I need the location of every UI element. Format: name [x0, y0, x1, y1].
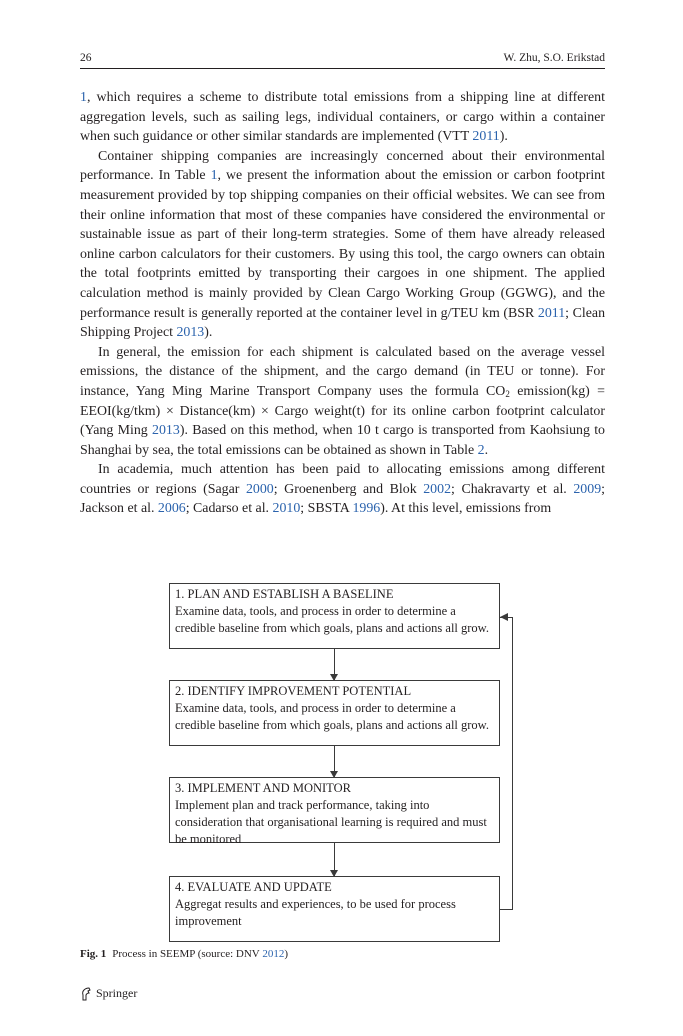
step-description: Examine data, tools, and process in order to determine a credible baseline from which goals, plans and actions all grow. [175, 604, 490, 635]
flow-arrow [334, 843, 335, 876]
table-ref-link[interactable]: 1 [80, 90, 87, 105]
citation-link[interactable]: 2000 [245, 481, 274, 497]
step-box-implement-monitor [169, 777, 500, 846]
flow-arrow [334, 746, 335, 777]
step-title: 3. IMPLEMENT AND MONITOR [175, 781, 351, 795]
citation-link[interactable]: 2013 [152, 423, 180, 439]
body-text [80, 88, 605, 519]
publisher-name: Springer [96, 986, 138, 1000]
citation-link[interactable]: 2006 [157, 501, 186, 517]
citation-link[interactable]: 2011 [472, 129, 500, 145]
paragraph-4: In academia, much attention has been paid to allocating emissions among different countries or regions (Sagar 2000; Groenenberg and Blok 2002; Chakravarty et al. 2009; Jackson et al. 2006; Cadarso et al. 2010; SBSTA 1996). At this level, emissions from [80, 462, 605, 517]
springer-horse-icon [80, 987, 93, 1001]
paragraph-2: Container shipping companies are increasingly concerned about their environmental performance. In Table 1, we present the information about the emission or carbon footprint measurement provided by top shipping companies on their official websites. We can see from their online information that most of these companies have considered the environmental or sustainable issue as part of their long-term strategies. Some of them have already released online carbon calculators for their customers. By using this tool, the cargo owners can obtain the total footprints emitted by transporting their cargoes in one shipment. The applied calculation method is mainly provided by Clean Cargo Working Group (GGWG), and the performance result is generally reported at the container level in g/TEU km (BSR 2011; Clean Shipping Project 2013). [80, 148, 606, 341]
citation-link[interactable]: 2012 [262, 948, 285, 960]
feedback-loop-line [500, 617, 513, 910]
page-number: 26 [80, 52, 92, 64]
feedback-arrowhead [500, 613, 508, 621]
step-box-plan-baseline [169, 583, 500, 649]
table-ref-link[interactable]: 1 [210, 168, 218, 184]
step-description: Examine data, tools, and process in order to determine a credible baseline from which goals, plans and actions all grow. [175, 701, 490, 732]
paragraph-3: In general, the emission for each shipment is calculated based on the average vessel emissions, the distance of the shipment, and the cargo demand (in TEU or tonne). For instance, Yang Ming Marine Transport Company uses the formula $CO_2$ emission(kg) = EEOI(kg/tkm) × Distance(km) × Cargo weight(t) for its online carbon footprint calculator (Yang Ming 2013). Based on this method, when 10 t cargo is transported from Kaohsiung to Shanghai by sea, the total emissions can be obtained as shown in Table 2. [80, 344, 606, 458]
step-description: Implement plan and track performance, taking into consideration that organisational learning is required and must be monitored [175, 798, 487, 846]
citation-link[interactable]: 2002 [423, 481, 452, 497]
citation-link[interactable]: 2009 [573, 481, 602, 497]
paragraph-1: 1, which requires a scheme to distribute total emissions from a shipping line at different aggregation levels, such as sailing legs, individual containers, or cargo within a container when such guidance or other similar standards are implemented (VTT 2011). [80, 90, 605, 145]
caption-label: Fig. 1 [80, 948, 107, 960]
step-title: 4. EVALUATE AND UPDATE [175, 880, 332, 894]
step-box-evaluate-update [169, 876, 500, 942]
running-header [80, 50, 605, 70]
citation-link[interactable]: 2011 [537, 305, 566, 321]
step-title: 2. IDENTIFY IMPROVEMENT POTENTIAL [175, 684, 412, 698]
citation-link[interactable]: 2010 [272, 501, 301, 517]
step-box-identify-potential [169, 680, 500, 746]
figure-caption: Fig. 1 Process in SEEMP (source: DNV 2012) [80, 948, 288, 960]
step-title: 1. PLAN AND ESTABLISH A BASELINE [175, 587, 394, 601]
flow-arrow [334, 649, 335, 680]
step-description: Aggregat results and experiences, to be used for process improvement [175, 897, 456, 928]
table-ref-link[interactable]: 2 [477, 442, 485, 458]
citation-link[interactable]: 1996 [352, 501, 381, 517]
running-authors: W. Zhu, S.O. Erikstad [503, 52, 605, 64]
header-rule [80, 68, 605, 69]
publisher-footer [80, 986, 137, 1001]
citation-link[interactable]: 2013 [176, 325, 205, 341]
